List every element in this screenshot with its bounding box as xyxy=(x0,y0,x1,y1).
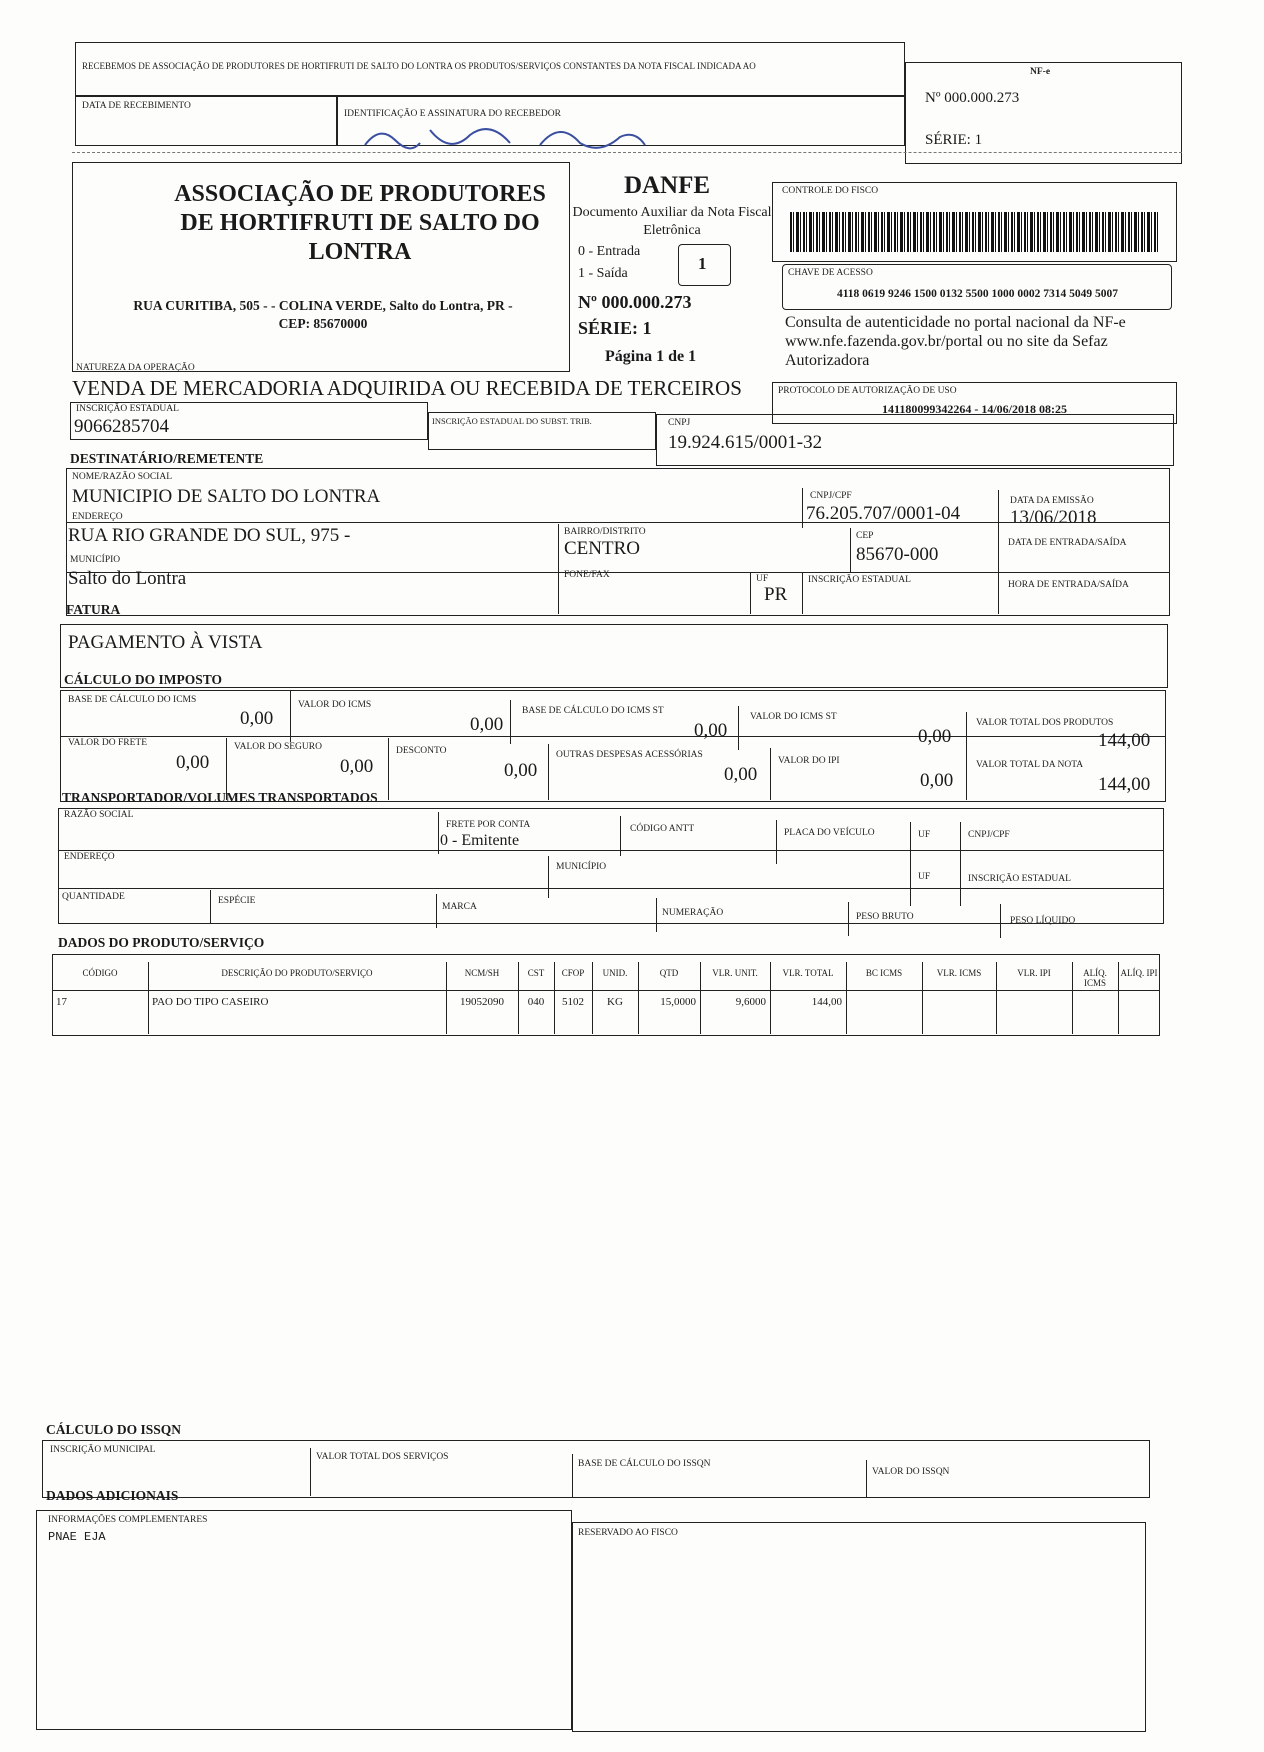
products-column-divider xyxy=(1072,962,1073,1034)
protocol-label: PROTOCOLO DE AUTORIZAÇÃO DE USO xyxy=(778,386,957,396)
products-column-divider xyxy=(446,962,447,1034)
divider xyxy=(998,490,999,614)
issuer-cep: CEP: 85670000 xyxy=(278,316,368,331)
transport-uf-label: UF xyxy=(918,830,931,840)
products-header-cell: UNID. xyxy=(602,968,628,978)
issqn-services-label: VALOR TOTAL DOS SERVIÇOS xyxy=(316,1452,449,1462)
recipient-address-label: ENDEREÇO xyxy=(72,512,123,522)
products-cell: 5102 xyxy=(562,996,584,1008)
icms-label: VALOR DO ICMS xyxy=(298,700,372,710)
ipi-value: 0,00 xyxy=(920,770,954,791)
products-header-cell: VLR. IPI xyxy=(1017,968,1051,978)
products-section: DADOS DO PRODUTO/SERVIÇO xyxy=(58,935,265,950)
bc-st-value: 0,00 xyxy=(694,720,728,741)
barcode xyxy=(790,212,1160,252)
insurance-label: VALOR DO SEGURO xyxy=(234,742,322,752)
issuer-name: ASSOCIAÇÃO DE PRODUTORES DE HORTIFRUTI DE SALTO DO LONTRA xyxy=(174,181,546,265)
transport-numbering-label: NUMERAÇÃO xyxy=(662,908,724,918)
divider xyxy=(966,712,967,800)
divider xyxy=(770,748,771,800)
products-cell: KG xyxy=(607,996,623,1008)
recipient-emission-label: DATA DA EMISSÃO xyxy=(1010,496,1094,506)
divider xyxy=(66,572,1170,573)
products-table xyxy=(52,954,1160,1036)
issqn-base-label: BASE DE CÁLCULO DO ISSQN xyxy=(578,1459,711,1469)
products-header-cell: CÓDIGO xyxy=(82,968,118,978)
issqn-value-label: VALOR DO ISSQN xyxy=(872,1467,950,1477)
divider xyxy=(388,738,389,800)
products-cell: 144,00 xyxy=(811,996,842,1008)
transport-uf2-label: UF xyxy=(918,872,931,882)
bc-st-label: BASE DE CÁLCULO DO ICMS ST xyxy=(522,706,664,716)
recipient-district-label: BAIRRO/DISTRITO xyxy=(564,527,646,537)
invoice-value: PAGAMENTO À VISTA xyxy=(68,632,263,653)
receipt-nfe-label: NF-e xyxy=(1030,67,1051,77)
receiver-signature xyxy=(360,115,650,160)
issqn-section: CÁLCULO DO ISSQN xyxy=(46,1422,182,1437)
fisco-consult: Consulta de autenticidade no portal nacional da NF-e www.nfe.fazenda.gov.br/portal ou no site da Sefaz Autorizadora xyxy=(785,314,1126,369)
divider xyxy=(52,990,1160,991)
bc-icms-label: BASE DE CÁLCULO DO ICMS xyxy=(68,695,197,705)
divider xyxy=(310,1448,311,1496)
divider xyxy=(210,890,211,924)
products-column-divider xyxy=(1118,962,1119,1034)
receipt-series: SÉRIE: 1 xyxy=(925,132,983,148)
discount-label: DESCONTO xyxy=(396,746,447,756)
divider xyxy=(558,524,559,572)
transport-box xyxy=(58,808,1164,924)
recipient-cnpj-label: CNPJ/CPF xyxy=(810,491,852,501)
recipient-cep: 85670-000 xyxy=(856,544,939,565)
divider xyxy=(802,572,803,614)
divider xyxy=(848,902,849,936)
transport-species-label: ESPÉCIE xyxy=(218,896,256,906)
divider xyxy=(850,528,851,572)
transport-antt-label: CÓDIGO ANTT xyxy=(630,824,695,834)
transport-address-label: ENDEREÇO xyxy=(64,852,115,862)
recipient-name: MUNICIPIO DE SALTO DO LONTRA xyxy=(72,486,381,507)
transport-qty-label: QUANTIDADE xyxy=(62,892,125,902)
products-total-label: VALOR TOTAL DOS PRODUTOS xyxy=(976,718,1114,728)
divider xyxy=(438,812,439,854)
danfe-number: Nº 000.000.273 xyxy=(578,292,692,312)
transport-plate-label: PLACA DO VEÍCULO xyxy=(784,828,875,838)
divider xyxy=(66,522,1170,523)
note-total-label: VALOR TOTAL DA NOTA xyxy=(976,760,1084,770)
divider xyxy=(290,690,291,742)
divider xyxy=(738,706,739,750)
tax-section: CÁLCULO DO IMPOSTO xyxy=(64,672,223,687)
recipient-cep-label: CEP xyxy=(856,531,874,541)
reserved-box xyxy=(572,1522,1146,1732)
recipient-ie-label: INSCRIÇÃO ESTADUAL xyxy=(808,575,911,585)
fisco-control-label: CONTROLE DO FISCO xyxy=(782,186,879,196)
products-header-cell: NCM/SH xyxy=(464,968,500,978)
fisco-key-label: CHAVE DE ACESSO xyxy=(788,268,873,278)
additional-info-box xyxy=(36,1510,572,1730)
nature-label: NATUREZA DA OPERAÇÃO xyxy=(76,363,195,373)
nature-value: VENDA DE MERCADORIA ADQUIRIDA OU RECEBIDA DE TERCEIROS xyxy=(72,376,742,400)
divider xyxy=(910,822,911,906)
issqn-box xyxy=(42,1440,1150,1498)
freight-label: VALOR DO FRETE xyxy=(68,738,147,748)
freight-value: 0,00 xyxy=(176,752,210,773)
danfe-title: DANFE xyxy=(623,172,711,199)
ie-label: INSCRIÇÃO ESTADUAL xyxy=(76,404,179,414)
receipt-id-label: IDENTIFICAÇÃO E ASSINATURA DO RECEBEDOR xyxy=(344,109,561,119)
transport-net-label: PESO LÍQUIDO xyxy=(1010,916,1076,926)
divider xyxy=(866,1460,867,1498)
divider xyxy=(572,1454,573,1498)
transport-gross-label: PESO BRUTO xyxy=(856,912,914,922)
divider xyxy=(960,822,961,906)
products-column-divider xyxy=(922,962,923,1034)
ie-st-label: INSCRIÇÃO ESTADUAL DO SUBST. TRIB. xyxy=(432,416,592,426)
products-column-divider xyxy=(846,962,847,1034)
reserved-label: RESERVADO AO FISCO xyxy=(578,1528,678,1538)
products-total-value: 144,00 xyxy=(1098,730,1151,751)
products-column-divider xyxy=(638,962,639,1034)
other-value: 0,00 xyxy=(724,764,758,785)
divider xyxy=(60,736,1166,737)
products-header-cell: CFOP xyxy=(561,968,585,978)
bc-icms-value: 0,00 xyxy=(240,708,274,729)
divider xyxy=(558,572,559,614)
icms-value: 0,00 xyxy=(470,714,504,735)
danfe-type-value: 1 xyxy=(698,254,707,273)
products-column-divider xyxy=(148,962,149,1034)
recipient-cnpj: 76.205.707/0001-04 xyxy=(806,503,961,524)
transport-name-label: RAZÃO SOCIAL xyxy=(64,810,134,820)
recipient-phone-label: FONE/FAX xyxy=(564,570,610,580)
transport-section: TRANSPORTADOR/VOLUMES TRANSPORTADOS xyxy=(62,790,378,805)
additional-section: DADOS ADICIONAIS xyxy=(46,1488,179,1503)
divider xyxy=(776,820,777,864)
products-header-cell: BC ICMS xyxy=(865,968,903,978)
products-column-divider xyxy=(770,962,771,1034)
products-cell: 19052090 xyxy=(460,996,504,1008)
recipient-emission: 13/06/2018 xyxy=(1010,507,1097,528)
recipient-district: CENTRO xyxy=(564,538,640,559)
transport-ie-label: INSCRIÇÃO ESTADUAL xyxy=(968,874,1071,884)
products-cell: 040 xyxy=(527,996,545,1008)
products-column-divider xyxy=(592,962,593,1034)
products-column-divider xyxy=(554,962,555,1034)
fisco-key: 4118 0619 9246 1500 0132 5500 1000 0002 7314 5049 5007 xyxy=(836,288,1119,300)
products-cell: PAO DO TIPO CASEIRO xyxy=(152,996,269,1008)
danfe-saida: 1 - Saída xyxy=(578,266,628,281)
cut-line xyxy=(72,152,1182,153)
note-total-value: 144,00 xyxy=(1098,774,1151,795)
transport-freight-label: FRETE POR CONTA xyxy=(446,820,531,830)
divider xyxy=(548,744,549,800)
products-header-cell: VLR. TOTAL xyxy=(782,968,834,978)
recipient-city: Salto do Lontra xyxy=(68,568,187,589)
ipi-label: VALOR DO IPI xyxy=(778,756,840,766)
transport-cnpj-label: CNPJ/CPF xyxy=(968,830,1010,840)
products-header-cell: ALÍQ. IPI xyxy=(1120,968,1158,978)
transport-city-label: MUNICÍPIO xyxy=(556,862,607,872)
recipient-inout-label: DATA DE ENTRADA/SAÍDA xyxy=(1008,538,1127,548)
products-header-cell: ALÍQ. ICMS xyxy=(1083,968,1107,988)
insurance-value: 0,00 xyxy=(340,756,374,777)
products-header-cell: CST xyxy=(527,968,545,978)
divider xyxy=(436,894,437,928)
products-header-cell: VLR. ICMS xyxy=(936,968,982,978)
products-column-divider xyxy=(700,962,701,1034)
divider xyxy=(1000,904,1001,938)
danfe-subtitle: Documento Auxiliar da Nota Fiscal Eletrônica xyxy=(572,205,772,238)
products-cell: 15,0000 xyxy=(660,996,696,1008)
products-column-divider xyxy=(996,962,997,1034)
products-cell: 9,6000 xyxy=(735,996,766,1008)
other-label: OUTRAS DESPESAS ACESSÓRIAS xyxy=(556,750,703,760)
receipt-date-label: DATA DE RECEBIMENTO xyxy=(82,101,191,111)
products-column-divider xyxy=(518,962,519,1034)
additional-info-label: INFORMAÇÕES COMPLEMENTARES xyxy=(48,1515,208,1525)
recipient-name-label: NOME/RAZÃO SOCIAL xyxy=(72,472,173,482)
receipt-number: Nº 000.000.273 xyxy=(925,90,1020,106)
receipt-statement: RECEBEMOS DE ASSOCIAÇÃO DE PRODUTORES DE HORTIFRUTI DE SALTO DO LONTRA OS PRODUTOS/SERVIÇOS CONSTANTES DA NOTA FISCAL INDICADA AO xyxy=(82,61,756,71)
recipient-section: DESTINATÁRIO/REMETENTE xyxy=(70,451,264,466)
divider xyxy=(510,700,511,744)
danfe-entrada: 0 - Entrada xyxy=(578,244,641,259)
recipient-uf-label: UF xyxy=(756,574,769,584)
recipient-address: RUA RIO GRANDE DO SUL, 975 - xyxy=(68,525,351,546)
divider xyxy=(58,888,1164,889)
transport-freight: 0 - Emitente xyxy=(440,832,520,849)
recipient-city-label: MUNICÍPIO xyxy=(70,555,121,565)
protocol-value: 141180099342264 - 14/06/2018 08:25 xyxy=(882,402,1067,416)
products-header-cell: DESCRIÇÃO DO PRODUTO/SERVIÇO xyxy=(221,968,373,978)
recipient-uf: PR xyxy=(764,584,788,605)
issuer-address: RUA CURITIBA, 505 - - COLINA VERDE, Salto do Lontra, PR - xyxy=(133,298,513,313)
ie-value: 9066285704 xyxy=(74,416,169,437)
icms-st-value: 0,00 xyxy=(918,726,952,747)
divider xyxy=(58,850,1164,851)
divider xyxy=(750,572,751,614)
issqn-im-label: INSCRIÇÃO MUNICIPAL xyxy=(50,1445,156,1455)
products-header-cell: QTD xyxy=(659,968,679,978)
products-header-cell: VLR. UNIT. xyxy=(712,968,758,978)
divider xyxy=(548,856,549,898)
products-cell: 17 xyxy=(56,996,67,1008)
transport-brand-label: MARCA xyxy=(442,902,477,912)
cnpj-label: CNPJ xyxy=(668,418,691,428)
danfe-page: Página 1 de 1 xyxy=(605,348,697,365)
icms-st-label: VALOR DO ICMS ST xyxy=(750,712,837,722)
discount-value: 0,00 xyxy=(504,760,538,781)
danfe-series: SÉRIE: 1 xyxy=(578,318,652,338)
cnpj-value: 19.924.615/0001-32 xyxy=(668,432,823,453)
additional-info: PNAE EJA xyxy=(48,1530,106,1544)
invoice-section: FATURA xyxy=(66,602,121,617)
recipient-time-label: HORA DE ENTRADA/SAÍDA xyxy=(1008,580,1129,590)
divider xyxy=(656,898,657,932)
